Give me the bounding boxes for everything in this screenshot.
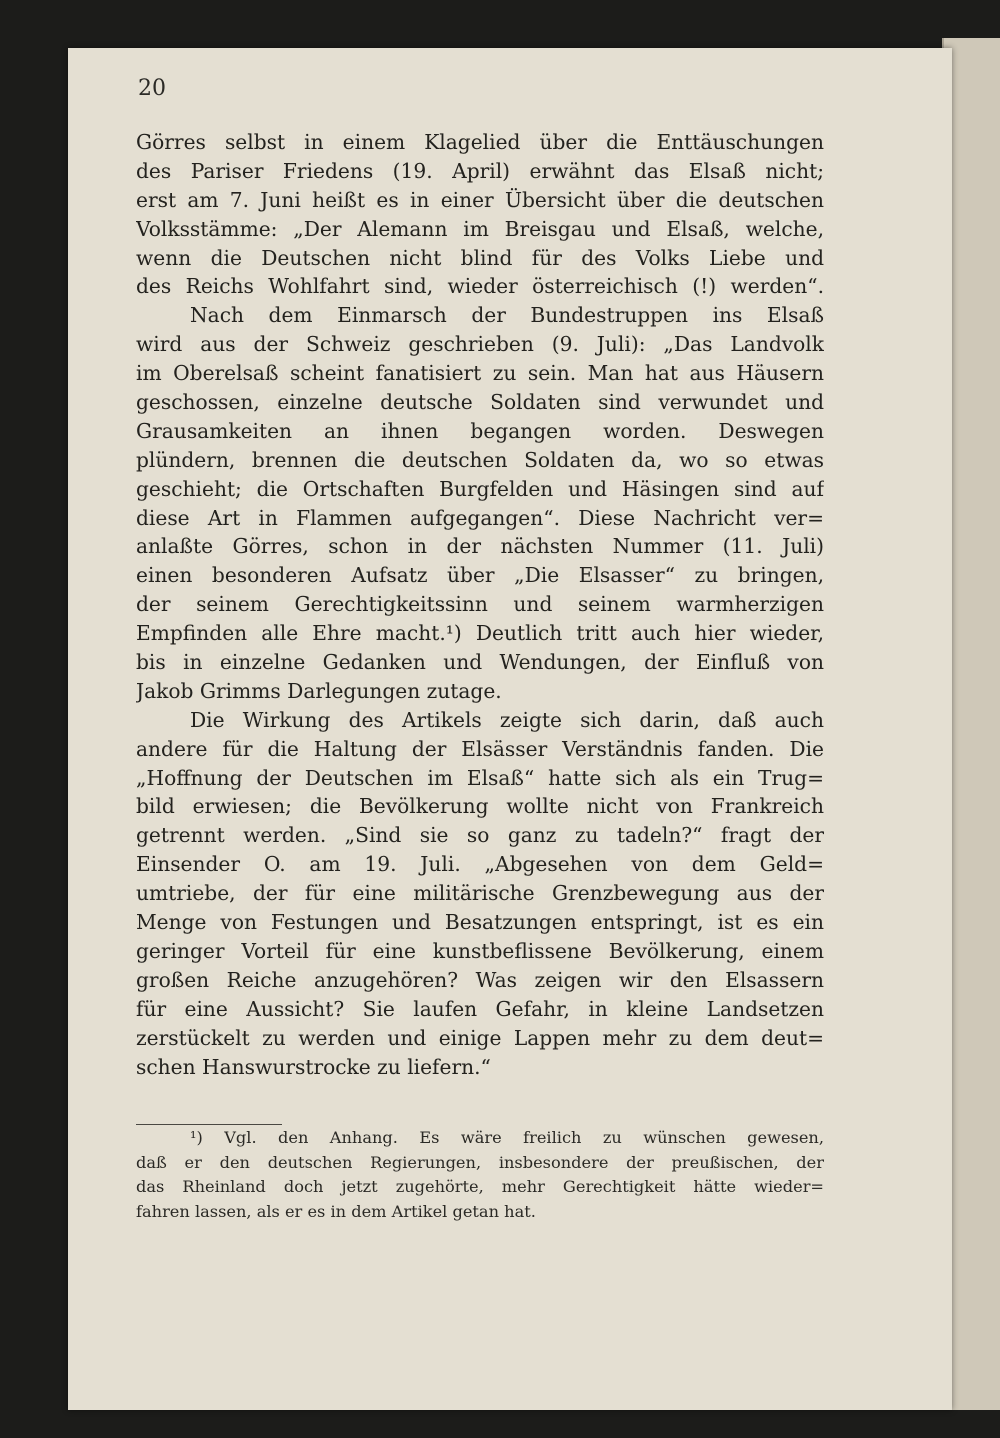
body-text xyxy=(136,128,824,1081)
text-line: des Pariser Friedens (19. April) erwähnt das Elsaß nicht; xyxy=(136,158,824,183)
text-line: wird aus der Schweiz geschrieben (9. Juli): „Das Landvolk xyxy=(136,332,824,357)
text-line: großen Reiche anzugehören? Was zeigen wir den Elsassern xyxy=(136,967,824,992)
text-line: für eine Aussicht? Sie laufen Gefahr, in kleine Landsetzen xyxy=(136,996,824,1021)
text-line: umtriebe, der für eine militärische Grenzbewegung aus der xyxy=(136,881,824,906)
text-line: „Hoffnung der Deutschen im Elsaß“ hatte sich als ein Trug= xyxy=(136,765,824,790)
footnote-line: daß er den deutschen Regierungen, insbesondere der preußischen, der xyxy=(136,1152,824,1172)
text-line: geschieht; die Ortschaften Burgfelden und Häsingen sind auf xyxy=(136,476,824,501)
text-line: Volksstämme: „Der Alemann im Breisgau und Elsaß, welche, xyxy=(136,216,824,241)
text-line: einen besonderen Aufsatz über „Die Elsasser“ zu bringen, xyxy=(136,563,824,588)
text-line: Nach dem Einmarsch der Bundestruppen ins Elsaß xyxy=(190,303,824,328)
footnote-line: ¹) Vgl. den Anhang. Es wäre freilich zu wünschen gewesen, xyxy=(190,1128,824,1147)
text-line: Görres selbst in einem Klagelied über die Enttäuschungen xyxy=(136,130,824,154)
text-line: Empfinden alle Ehre macht.¹) Deutlich tritt auch hier wieder, xyxy=(136,621,824,646)
text-line: geringer Vorteil für eine kunstbeflissene Bevölkerung, einem xyxy=(136,938,824,963)
text-line: diese Art in Flammen aufgegangen“. Diese Nachricht ver= xyxy=(136,505,824,530)
text-line: geschossen, einzelne deutsche Soldaten sind verwundet und xyxy=(136,390,824,415)
text-line: schen Hanswurstrocke zu liefern.“ xyxy=(136,1054,491,1079)
text-line: bis in einzelne Gedanken und Wendungen, der Einfluß von xyxy=(136,650,824,675)
text-line: Menge von Festungen und Besatzungen entspringt, ist es ein xyxy=(136,910,824,935)
text-line: Die Wirkung des Artikels zeigte sich darin, daß auch xyxy=(190,707,824,732)
text-line: getrennt werden. „Sind sie so ganz zu tadeln?“ fragt der xyxy=(136,823,824,848)
text-line: plündern, brennen die deutschen Soldaten da, wo so etwas xyxy=(136,447,824,472)
text-line: bild erwiesen; die Bevölkerung wollte nicht von Frankreich xyxy=(136,794,824,819)
text-line: anlaßte Görres, schon in der nächsten Nummer (11. Juli) xyxy=(136,534,824,559)
footnote-line: das Rheinland doch jetzt zugehörte, mehr Gerechtigkeit hätte wieder= xyxy=(136,1177,824,1196)
text-line: im Oberelsaß scheint fanatisiert zu sein. Man hat aus Häusern xyxy=(136,361,824,386)
footnote xyxy=(136,1126,824,1224)
text-line: wenn die Deutschen nicht blind für des Volks Liebe und xyxy=(136,245,824,270)
text-line: zerstückelt zu werden und einige Lappen mehr zu dem deut= xyxy=(136,1025,824,1050)
footnote-line: fahren lassen, als er es in dem Artikel getan hat. xyxy=(136,1201,536,1221)
text-line: erst am 7. Juni heißt es in einer Übersicht über die deutschen xyxy=(136,187,824,212)
text-line: Einsender O. am 19. Juli. „Abgesehen von dem Geld= xyxy=(136,852,824,877)
text-line: andere für die Haltung der Elsässer Verständnis fanden. Die xyxy=(136,736,824,761)
text-line: des Reichs Wohlfahrt sind, wieder österreichisch (!) werden“. xyxy=(136,274,824,299)
footnote-divider xyxy=(136,1124,282,1125)
text-line: Jakob Grimms Darlegungen zutage. xyxy=(136,678,502,703)
text-line: der seinem Gerechtigkeitssinn und seinem warmherzigen xyxy=(136,592,824,617)
text-line: Grausamkeiten an ihnen begangen worden. Deswegen xyxy=(136,418,824,443)
page-number: 20 xyxy=(138,76,166,101)
